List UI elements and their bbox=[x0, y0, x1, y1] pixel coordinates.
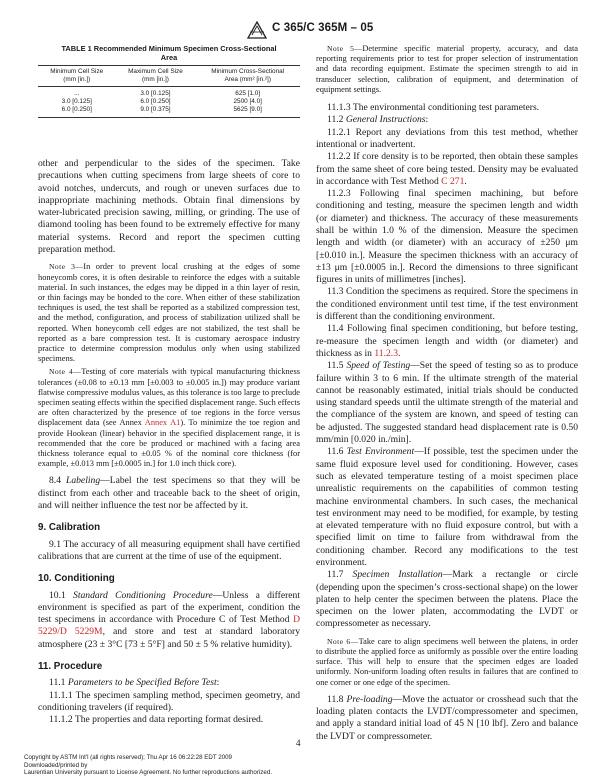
paragraph-9-1: 9.1 The accuracy of all measuring equipment shall have certified calibrations that are current at the time of use of the equipment. bbox=[38, 538, 300, 562]
paragraph-11-1: 11.1 Parameters to be Specified Before Test: bbox=[49, 677, 220, 689]
note-5: Note 5—Determine specific material property, accuracy, and data reporting requirements prior to test for proper selection of instrumentation and data recording equipment. Estimate the specimen strength to aid in transducer selection, calibration of equipment, and determination of equipment settings. bbox=[316, 44, 578, 94]
paragraph-cutting: other and perpendicular to the sides of the specimen. Take precautions when cutting specimens from large sheets of core to avoid notches, undercuts, and rough or uneven surfaces due to inappropriate machining methods. Obtain final dimensions by water-lubricated precision sawing, milling, or grinding. The use of diamond tooling has been found to be extremely effective for many material systems. Record and report the specimen cutting preparation method. bbox=[38, 158, 300, 256]
section-heading-calibration: 9. Calibration bbox=[38, 522, 101, 534]
paragraph-11-2-1: 11.2.1 Report any deviations from this test method, whether intentional or inadvertent. bbox=[316, 126, 578, 150]
copyright-footer: Copyright by ASTM Int'l (all rights reserved); Thu Apr 16 06:22:28 EDT 2009 Downloaded/printed by Laurentian University pursuant to License Agreement. No further reproductions authorized. bbox=[24, 754, 272, 777]
table-row: 3.0 [0.125] 6.0 [0.250] 2500 [4.0] bbox=[61, 98, 262, 105]
table-1 bbox=[38, 44, 300, 118]
d5229-link[interactable]: D 5229/D 5229M bbox=[38, 614, 300, 638]
annex-a1-link[interactable]: Annex A1 bbox=[144, 418, 181, 428]
paragraph-11-2-3: 11.2.3 Following final specimen machining, but before conditioning and testing, measure the specimen length and width (or diameter) and thickness. The accuracy of these measurements shall be within 1.0 % of the dimension. Measure the specimen length and width (or diameter) with an accuracy of ±250 μm [±0.010 in.]. Measure the specimen thickness with an accuracy of ±13 μm [±0.0005 in.]. Record the dimensions to three significant figures in units of millimetres [inches]. bbox=[316, 188, 578, 286]
column-header: Maximum Cell Size (mm [in.]) bbox=[116, 66, 196, 87]
note-4: Note 4—Testing of core materials with typical manufacturing thickness tolerances (±0.08 to ±0.13 mm [±0.003 to ±0.005 in.]) may produce variant flatwise compressive modulus values, as this tolerance is too large to preclude specimen seating effects within the specified displacement range. Such effects are often characterized by the presence of toe regions in the force versus displacement data (see Annex Annex A1). To minimize the toe region and provide Hookean (linear) behavior in the specified displacement range, it is recommended that the core be produced or machined with a facing area thickness tolerance equal to ±0.05 % of the nominal core thickness (for example, ±0.013 mm [±0.0005 in.] for 1.0 inch thick core). bbox=[38, 367, 301, 469]
paragraph-11-2: 11.2 General Instructions: bbox=[327, 114, 429, 126]
c271-link[interactable]: C 271 bbox=[441, 175, 465, 187]
paragraph-11-8: 11.8 Pre-loading—Move the actuator or crosshead such that the loading platen contacts the LVDT/compressometer and specimen, and apply a standard initial load of 45 N [10 lbf]. Zero and balance the LVDT or compressometer. bbox=[316, 693, 578, 742]
table-row: ... 3.0 [0.125] 625 [1.0] bbox=[74, 90, 261, 97]
astm-logo-icon bbox=[246, 21, 268, 39]
column-header: Minimum Cell Size (mm [in.]) bbox=[38, 66, 116, 87]
paragraph-11-2-2: 11.2.2 If core density is to be reported, then obtain these samples from the same sheet of core being tested. Density may be evaluated in accordance with Test Method C 271. bbox=[316, 151, 578, 187]
page-number: 4 bbox=[296, 738, 301, 748]
right-column bbox=[316, 44, 578, 743]
table-title: TABLE 1 Recommended Minimum Specimen Cross-Sectional Area bbox=[61, 44, 277, 62]
section-heading-conditioning: 10. Conditioning bbox=[38, 573, 115, 585]
standard-designation: C 365/C 365M – 05 bbox=[272, 22, 374, 34]
column-header: Minimum Cross-Sectional Area (mm² [in.²]) bbox=[195, 66, 300, 87]
table-row: 6.0 [0.250] 9.0 [0.375] 5625 [9.0] bbox=[38, 106, 300, 118]
note-6: Note 6—Take care to align specimens well between the platens, in order to distribute the applied force as uniformly as possible over the entire loading surface. This will help to ensure that the specimen edges are loaded uniformly. Non-uniform loading often results in failures that are confined to one corner or one edge of the specimen. bbox=[316, 636, 578, 687]
paragraph-11-7: 11.7 Specimen Installation—Mark a rectangle or circle (depending upon the specimen’s cross-sectional shape) on the lower platen to help center the specimen between the platens. Place the specimen on the lower platen, accommodating the LVDT or compressometer as necessary. bbox=[316, 569, 578, 630]
section-heading-procedure: 11. Procedure bbox=[38, 661, 103, 672]
paragraph-11-4: 11.4 Following final specimen conditioning, but before testing, re-measure the specimen length and width (or diameter) and thickness as in 11.2.3. bbox=[316, 323, 578, 359]
paragraph-11-1-3: 11.1.3 The environmental conditioning test parameters. bbox=[327, 102, 540, 114]
section-11-2-3-link[interactable]: 11.2.3 bbox=[374, 347, 398, 359]
note-3: Note 3—In order to prevent local crushing at the edges of some honeycomb cores, it is often desirable to reinforce the edges with a suitable material. In such instances, the edges may be dipped in a thin layer of resin, or thin facings may be bonded to the core. When either of these stabilization techniques is used, the test shall be reported as a stabilized compression test, and the method, configuration, and process of stabilization utilized shall be reported. When honeycomb cell edges are not stabilized, the test shall be reported as a bare compression test. It is customary aerospace industry practice to determine compression modulus only when using stabilized specimens. bbox=[38, 262, 300, 364]
paragraph-11-6: 11.6 Test Environment—If possible, test the specimen under the same fluid exposure level used for conditioning. However, cases such as elevated temperature testing of a moist specimen place unrealistic requirements on the capabilities of common testing machine environmental chambers. In such cases, the mechanical test environment may need to be modified, for example, by testing at elevated temperature with no fluid exposure control, but with a specified limit on time to failure from withdrawal from the conditioning chamber. Record any modifications to the test environment. bbox=[316, 446, 578, 568]
cell-size-table bbox=[38, 65, 300, 118]
left-column bbox=[38, 44, 300, 726]
paragraph-11-5: 11.5 Speed of Testing—Set the speed of testing so as to produce failure within 3 to 6 min. If the ultimate strength of the material cannot be reasonably estimated, initial trials should be conducted using standard speeds until the ultimate strength of the material and the compliance of the system are known, and speed of testing can be adjusted. The suggested standard head displacement rate is 0.50 mm/min [0.020 in./min]. bbox=[316, 360, 578, 446]
page-header bbox=[0, 20, 600, 42]
paragraph-11-3: 11.3 Condition the specimens as required. Store the specimens in the conditioned environment until test time, if the test environment is different than the conditioning environment. bbox=[316, 286, 578, 323]
paragraph-8-4: 8.4 Labeling—Label the test specimens so that they will be distinct from each other and traceable back to the sheet of origin, and will neither influence the test nor be affected by it. bbox=[38, 475, 300, 512]
paragraph-10-1: 10.1 Standard Conditioning Procedure—Unless a different environment is specified as part of the experiment, condition the test specimens in accordance with Procedure C of Test Method D 5229/D 5229M, and store and test at standard laboratory atmosphere (23 ± 3°C [73 ± 5°F] and 50 ± 5 % relative humidity). bbox=[38, 589, 300, 650]
paragraph-11-1-1: 11.1.1 The specimen sampling method, specimen geometry, and conditioning travelers (if required). bbox=[38, 689, 300, 713]
paragraph-11-1-2: 11.1.2 The properties and data reporting format desired. bbox=[49, 714, 264, 726]
